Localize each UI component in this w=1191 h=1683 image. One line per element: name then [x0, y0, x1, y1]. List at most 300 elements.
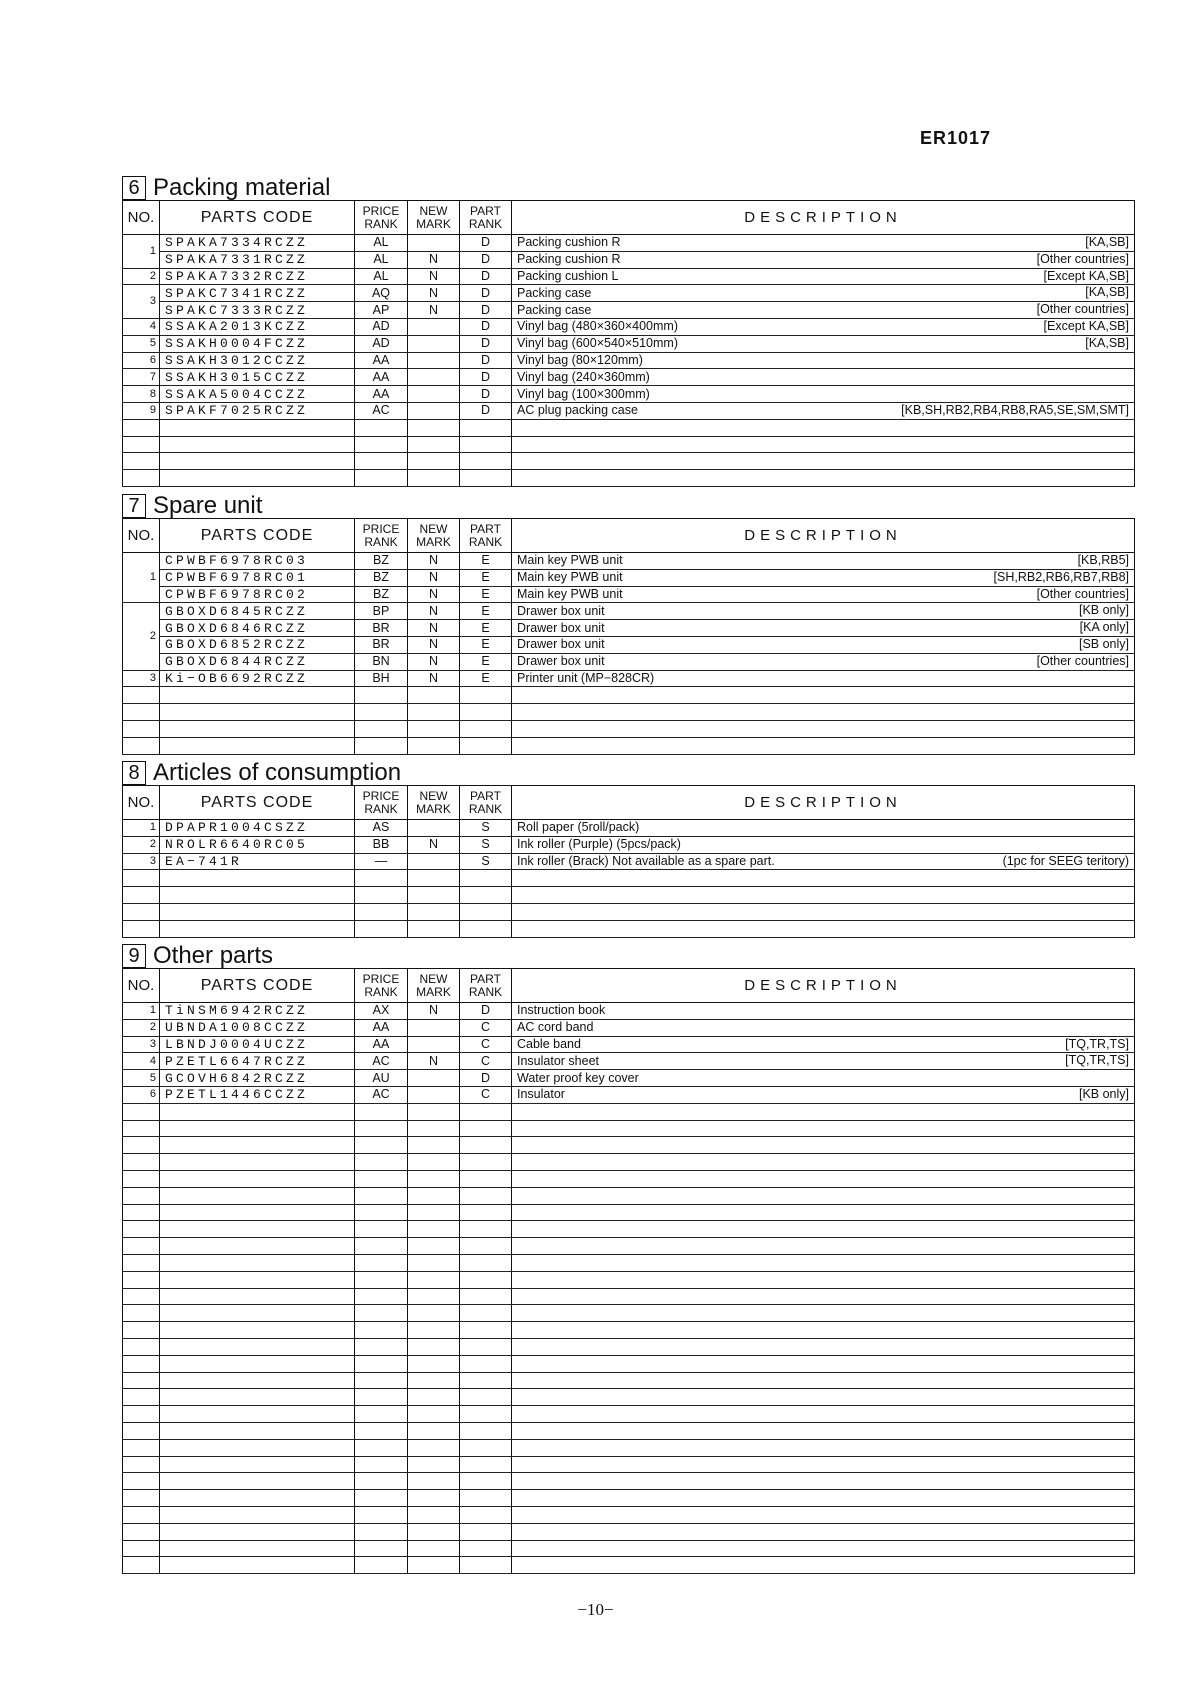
- header-price-rank-line2: RANK: [364, 534, 398, 549]
- destination-note: [KA only]: [1079, 620, 1129, 635]
- part-rank: D: [460, 335, 512, 352]
- parts-code: GBOXD6844RCZZ: [160, 653, 355, 670]
- empty-cell: [160, 1338, 355, 1355]
- parts-code: GBOXD6846RCZZ: [160, 620, 355, 637]
- description: [512, 1053, 1135, 1070]
- empty-cell: [355, 1187, 408, 1204]
- empty-cell: [460, 1456, 512, 1473]
- empty-cell: [123, 1523, 160, 1540]
- price-rank: AA: [355, 1019, 408, 1036]
- empty-cell: [160, 1204, 355, 1221]
- description: [512, 235, 1135, 252]
- parts-code: SPAKC7333RCZZ: [160, 302, 355, 319]
- empty-cell: [408, 1490, 460, 1507]
- description-text: Vinyl bag (100×300mm): [517, 386, 650, 401]
- description: [512, 302, 1135, 319]
- blank-row: [123, 1221, 1135, 1238]
- header-part-rank-line2: RANK: [468, 534, 503, 549]
- empty-cell: [160, 470, 355, 487]
- empty-cell: [123, 1338, 160, 1355]
- empty-cell: [160, 1271, 355, 1288]
- destination-note: (1pc for SEEG teritory): [1002, 853, 1129, 868]
- parts-code: CPWBF6978RC03: [160, 553, 355, 570]
- destination-note: [SH,RB2,RB6,RB7,RB8]: [993, 569, 1129, 584]
- empty-cell: [160, 1103, 355, 1120]
- empty-cell: [408, 1305, 460, 1322]
- table-row: [123, 251, 1135, 268]
- table-row: [123, 553, 1135, 570]
- empty-cell: [460, 1103, 512, 1120]
- new-mark: N: [408, 670, 460, 687]
- header-part-rank-line1: PART: [470, 203, 501, 218]
- empty-cell: [460, 1506, 512, 1523]
- header-part-rank: [460, 201, 512, 235]
- description-text: AC plug packing case: [517, 403, 638, 418]
- empty-cell: [355, 1221, 408, 1238]
- empty-cell: [123, 1322, 160, 1339]
- description: [512, 836, 1135, 853]
- table-header-row: [123, 786, 1135, 820]
- price-rank: AA: [355, 352, 408, 369]
- empty-cell: [160, 1137, 355, 1154]
- parts-code: GBOXD6845RCZZ: [160, 603, 355, 620]
- price-rank: AC: [355, 1086, 408, 1103]
- blank-row: [123, 737, 1135, 754]
- table-row: [123, 1086, 1135, 1103]
- part-rank: D: [460, 402, 512, 419]
- parts-code: GCOVH6842RCZZ: [160, 1070, 355, 1087]
- empty-cell: [355, 1322, 408, 1339]
- description-text: Instruction book: [517, 1003, 606, 1018]
- empty-cell: [512, 1103, 1135, 1120]
- empty-cell: [460, 903, 512, 920]
- empty-cell: [408, 453, 460, 470]
- empty-cell: [408, 1120, 460, 1137]
- blank-row: [123, 1355, 1135, 1372]
- section-title-text: Spare unit: [153, 492, 263, 519]
- new-mark: N: [408, 553, 460, 570]
- header-new-mark-line1: NEW: [419, 788, 448, 803]
- item-number: 3: [123, 285, 160, 319]
- blank-row: [123, 1422, 1135, 1439]
- empty-cell: [512, 687, 1135, 704]
- description: [512, 268, 1135, 285]
- empty-cell: [460, 1238, 512, 1255]
- empty-cell: [460, 1406, 512, 1423]
- price-rank: BH: [355, 670, 408, 687]
- blank-row: [123, 1389, 1135, 1406]
- empty-cell: [512, 1221, 1135, 1238]
- part-rank: D: [460, 235, 512, 252]
- empty-cell: [512, 1540, 1135, 1557]
- empty-cell: [355, 1523, 408, 1540]
- price-rank: BN: [355, 653, 408, 670]
- header-price-rank: [355, 201, 408, 235]
- empty-cell: [355, 1439, 408, 1456]
- part-rank: C: [460, 1019, 512, 1036]
- table-row: [123, 653, 1135, 670]
- empty-cell: [123, 704, 160, 721]
- parts-code: TiNSM6942RCZZ: [160, 1003, 355, 1020]
- empty-cell: [512, 1439, 1135, 1456]
- empty-cell: [123, 419, 160, 436]
- header-no: NO.: [123, 201, 160, 235]
- description-text: Vinyl bag (80×120mm): [517, 352, 643, 367]
- empty-cell: [408, 887, 460, 904]
- part-rank: E: [460, 586, 512, 603]
- header-new-mark: [408, 201, 460, 235]
- header-new-mark-line2: MARK: [416, 534, 451, 549]
- empty-cell: [123, 470, 160, 487]
- empty-cell: [460, 1187, 512, 1204]
- header-price-rank-line1: PRICE: [362, 971, 400, 986]
- destination-note: [KB only]: [1078, 1086, 1129, 1101]
- empty-cell: [512, 1406, 1135, 1423]
- empty-cell: [512, 1271, 1135, 1288]
- blank-row: [123, 687, 1135, 704]
- blank-row: [123, 1557, 1135, 1574]
- new-mark: [408, 1019, 460, 1036]
- price-rank: AC: [355, 402, 408, 419]
- new-mark: N: [408, 569, 460, 586]
- table-row: [123, 318, 1135, 335]
- empty-cell: [460, 1322, 512, 1339]
- empty-cell: [512, 920, 1135, 937]
- description: [512, 670, 1135, 687]
- part-rank: E: [460, 569, 512, 586]
- table-row: [123, 302, 1135, 319]
- empty-cell: [408, 1439, 460, 1456]
- part-rank: S: [460, 836, 512, 853]
- empty-cell: [355, 1288, 408, 1305]
- description: [512, 1003, 1135, 1020]
- empty-cell: [355, 903, 408, 920]
- empty-cell: [460, 1137, 512, 1154]
- new-mark: N: [408, 285, 460, 302]
- empty-cell: [160, 1170, 355, 1187]
- description: [512, 251, 1135, 268]
- empty-cell: [160, 870, 355, 887]
- empty-cell: [408, 903, 460, 920]
- section-number-box: 8: [122, 761, 146, 785]
- new-mark: [408, 235, 460, 252]
- description-text: Roll paper (5roll/pack): [517, 820, 640, 835]
- empty-cell: [408, 1288, 460, 1305]
- table-row: [123, 569, 1135, 586]
- empty-cell: [460, 1338, 512, 1355]
- empty-cell: [160, 1456, 355, 1473]
- price-rank: AL: [355, 251, 408, 268]
- empty-cell: [123, 1422, 160, 1439]
- new-mark: N: [408, 620, 460, 637]
- parts-code: NROLR6640RC05: [160, 836, 355, 853]
- new-mark: N: [408, 603, 460, 620]
- parts-code: SPAKF7025RCZZ: [160, 402, 355, 419]
- empty-cell: [512, 1254, 1135, 1271]
- price-rank: BB: [355, 836, 408, 853]
- empty-cell: [460, 720, 512, 737]
- empty-cell: [123, 920, 160, 937]
- empty-cell: [160, 1523, 355, 1540]
- item-number: 2: [123, 603, 160, 670]
- parts-code: SPAKA7331RCZZ: [160, 251, 355, 268]
- empty-cell: [408, 1473, 460, 1490]
- description: [512, 620, 1135, 637]
- empty-cell: [460, 1221, 512, 1238]
- header-new-mark: [408, 519, 460, 553]
- table-row: [123, 820, 1135, 837]
- section-title: [122, 488, 1134, 518]
- table-row: [123, 1036, 1135, 1053]
- destination-note: [Other countries]: [1036, 302, 1129, 317]
- empty-cell: [408, 687, 460, 704]
- section-title-text: Articles of consumption: [153, 759, 402, 786]
- description-text: Printer unit (MP−828CR): [517, 670, 655, 685]
- description-text: Insulator: [517, 1087, 565, 1102]
- empty-cell: [355, 453, 408, 470]
- new-mark: N: [408, 251, 460, 268]
- table-header-row: [123, 201, 1135, 235]
- blank-row: [123, 1288, 1135, 1305]
- parts-code: PZETL1446CCZZ: [160, 1086, 355, 1103]
- empty-cell: [160, 1305, 355, 1322]
- parts-code: CPWBF6978RC01: [160, 569, 355, 586]
- empty-cell: [408, 1254, 460, 1271]
- empty-cell: [408, 1523, 460, 1540]
- description: [512, 553, 1135, 570]
- description-text: Packing cushion R: [517, 252, 621, 267]
- empty-cell: [512, 1456, 1135, 1473]
- description: [512, 352, 1135, 369]
- header-price-rank-line1: PRICE: [362, 203, 400, 218]
- empty-cell: [512, 1288, 1135, 1305]
- description: [512, 285, 1135, 302]
- empty-cell: [160, 1540, 355, 1557]
- new-mark: [408, 820, 460, 837]
- empty-cell: [123, 870, 160, 887]
- destination-note: [Except KA,SB]: [1043, 268, 1129, 283]
- header-no: NO.: [123, 786, 160, 820]
- blank-row: [123, 453, 1135, 470]
- part-rank: E: [460, 636, 512, 653]
- new-mark: N: [408, 1003, 460, 1020]
- parts-table: [122, 785, 1135, 938]
- price-rank: AS: [355, 820, 408, 837]
- table-row: [123, 603, 1135, 620]
- description: [512, 318, 1135, 335]
- empty-cell: [160, 1322, 355, 1339]
- new-mark: N: [408, 653, 460, 670]
- empty-cell: [512, 1490, 1135, 1507]
- destination-note: [KB only]: [1078, 603, 1129, 618]
- item-number: 1: [123, 1003, 160, 1020]
- blank-row: [123, 1187, 1135, 1204]
- empty-cell: [408, 1372, 460, 1389]
- empty-cell: [355, 687, 408, 704]
- new-mark: [408, 335, 460, 352]
- empty-cell: [355, 1506, 408, 1523]
- description-text: Main key PWB unit: [517, 570, 623, 585]
- empty-cell: [512, 870, 1135, 887]
- header-no: NO.: [123, 519, 160, 553]
- price-rank: BZ: [355, 569, 408, 586]
- empty-cell: [160, 1154, 355, 1171]
- part-rank: E: [460, 653, 512, 670]
- empty-cell: [460, 1254, 512, 1271]
- empty-cell: [408, 720, 460, 737]
- header-parts-code: PARTS CODE: [160, 519, 355, 553]
- blank-row: [123, 1338, 1135, 1355]
- empty-cell: [460, 1355, 512, 1372]
- header-description: DESCRIPTION: [512, 969, 1135, 1003]
- header-part-rank-line2: RANK: [468, 801, 503, 816]
- empty-cell: [123, 1154, 160, 1171]
- empty-cell: [160, 920, 355, 937]
- empty-cell: [355, 1204, 408, 1221]
- empty-cell: [355, 1120, 408, 1137]
- empty-cell: [160, 1406, 355, 1423]
- blank-row: [123, 1523, 1135, 1540]
- item-number: 2: [123, 1019, 160, 1036]
- new-mark: N: [408, 636, 460, 653]
- price-rank: AL: [355, 268, 408, 285]
- empty-cell: [160, 419, 355, 436]
- empty-cell: [355, 920, 408, 937]
- empty-cell: [408, 1154, 460, 1171]
- part-rank: S: [460, 820, 512, 837]
- table-row: [123, 1070, 1135, 1087]
- new-mark: [408, 352, 460, 369]
- header-no: NO.: [123, 969, 160, 1003]
- header-new-mark-line2: MARK: [416, 984, 451, 999]
- item-number: 4: [123, 1053, 160, 1070]
- price-rank: AA: [355, 369, 408, 386]
- table-row: [123, 369, 1135, 386]
- header-price-rank-line2: RANK: [364, 984, 398, 999]
- description: [512, 636, 1135, 653]
- section-title-text: Packing material: [153, 174, 331, 201]
- empty-cell: [460, 1271, 512, 1288]
- table-row: [123, 285, 1135, 302]
- part-rank: D: [460, 251, 512, 268]
- description: [512, 603, 1135, 620]
- blank-row: [123, 1271, 1135, 1288]
- empty-cell: [460, 453, 512, 470]
- empty-cell: [408, 470, 460, 487]
- empty-cell: [355, 1406, 408, 1423]
- empty-cell: [408, 920, 460, 937]
- empty-cell: [355, 1137, 408, 1154]
- empty-cell: [408, 1103, 460, 1120]
- blank-row: [123, 1120, 1135, 1137]
- blank-row: [123, 1456, 1135, 1473]
- item-number: 6: [123, 1086, 160, 1103]
- empty-cell: [160, 453, 355, 470]
- empty-cell: [355, 1473, 408, 1490]
- empty-cell: [123, 737, 160, 754]
- empty-cell: [460, 1288, 512, 1305]
- blank-row: [123, 1204, 1135, 1221]
- blank-row: [123, 1238, 1135, 1255]
- part-rank: D: [460, 1070, 512, 1087]
- new-mark: [408, 402, 460, 419]
- description: [512, 820, 1135, 837]
- destination-note: [Other countries]: [1036, 653, 1129, 668]
- price-rank: AA: [355, 386, 408, 403]
- empty-cell: [512, 903, 1135, 920]
- empty-cell: [512, 1506, 1135, 1523]
- blank-row: [123, 870, 1135, 887]
- destination-note: [TQ,TR,TS]: [1065, 1053, 1129, 1068]
- header-description: DESCRIPTION: [512, 201, 1135, 235]
- empty-cell: [355, 1154, 408, 1171]
- empty-cell: [512, 1137, 1135, 1154]
- table-row: [123, 1019, 1135, 1036]
- destination-note: [SB only]: [1078, 636, 1129, 651]
- header-new-mark-line2: MARK: [416, 801, 451, 816]
- blank-row: [123, 1322, 1135, 1339]
- empty-cell: [460, 1422, 512, 1439]
- empty-cell: [408, 1221, 460, 1238]
- price-rank: BZ: [355, 586, 408, 603]
- parts-code: LBNDJ0004UCZZ: [160, 1036, 355, 1053]
- empty-cell: [123, 1187, 160, 1204]
- table-row: [123, 670, 1135, 687]
- parts-table: [122, 200, 1135, 487]
- empty-cell: [408, 1355, 460, 1372]
- empty-cell: [160, 1439, 355, 1456]
- price-rank: —: [355, 853, 408, 870]
- description: [512, 402, 1135, 419]
- description-text: Vinyl bag (480×360×400mm): [517, 319, 678, 334]
- item-number: 2: [123, 836, 160, 853]
- header-new-mark: [408, 786, 460, 820]
- blank-row: [123, 1439, 1135, 1456]
- empty-cell: [460, 1154, 512, 1171]
- empty-cell: [355, 1490, 408, 1507]
- empty-cell: [408, 1406, 460, 1423]
- empty-cell: [160, 1389, 355, 1406]
- parts-table: [122, 518, 1135, 755]
- part-rank: C: [460, 1036, 512, 1053]
- empty-cell: [512, 1372, 1135, 1389]
- description-text: Drawer box unit: [517, 620, 605, 635]
- empty-cell: [123, 887, 160, 904]
- price-rank: BR: [355, 620, 408, 637]
- empty-cell: [355, 720, 408, 737]
- table-row: [123, 352, 1135, 369]
- empty-cell: [123, 1305, 160, 1322]
- empty-cell: [408, 419, 460, 436]
- empty-cell: [355, 737, 408, 754]
- empty-cell: [160, 737, 355, 754]
- description-text: Packing cushion L: [517, 268, 619, 283]
- empty-cell: [160, 1557, 355, 1574]
- item-number: 9: [123, 402, 160, 419]
- empty-cell: [160, 1187, 355, 1204]
- empty-cell: [512, 1170, 1135, 1187]
- header-price-rank-line1: PRICE: [362, 788, 400, 803]
- empty-cell: [123, 1271, 160, 1288]
- blank-row: [123, 1540, 1135, 1557]
- description: [512, 653, 1135, 670]
- item-number: 3: [123, 1036, 160, 1053]
- section-title: [122, 755, 1134, 785]
- empty-cell: [512, 737, 1135, 754]
- item-number: 7: [123, 369, 160, 386]
- description: [512, 853, 1135, 870]
- item-number: 5: [123, 335, 160, 352]
